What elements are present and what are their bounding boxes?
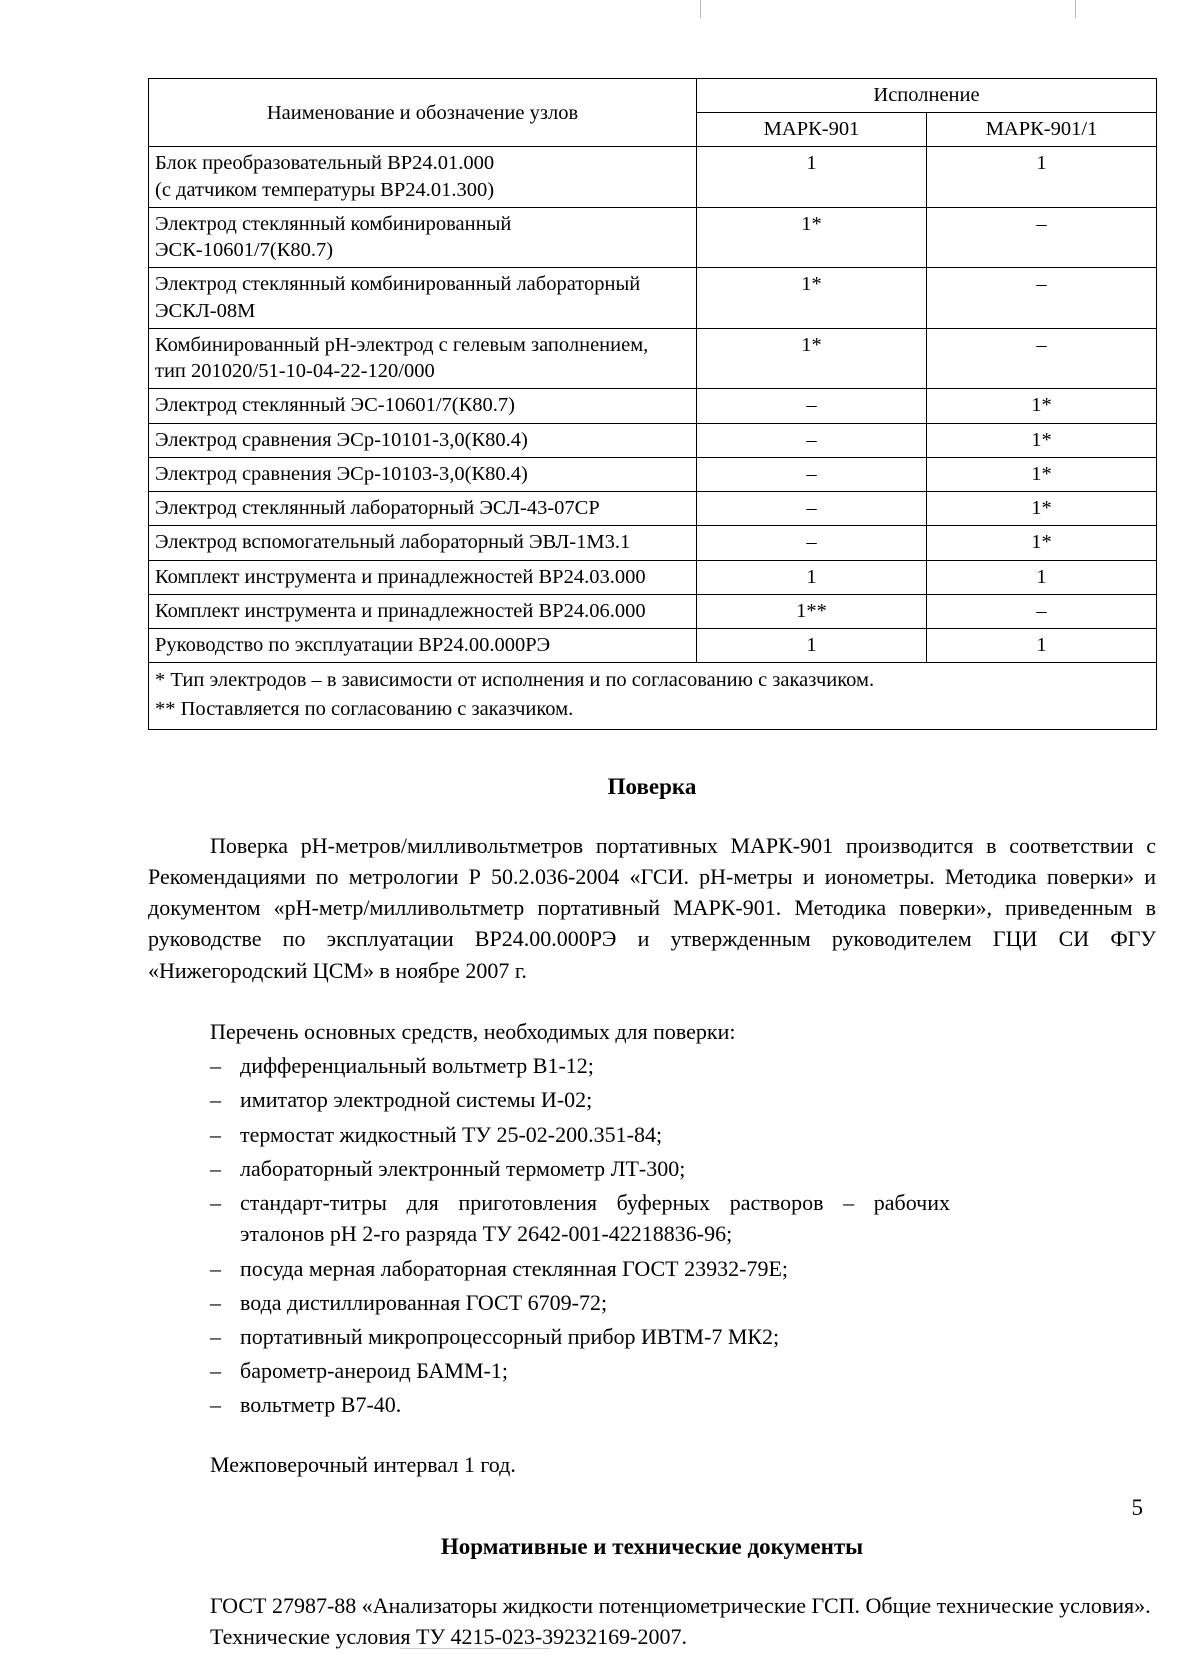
list-item-label: дифференциальный вольтметр В1-12; — [240, 1053, 594, 1079]
table-cell-variant-2: 1 — [927, 560, 1157, 594]
table-row — [149, 457, 1157, 491]
list-item — [210, 1355, 1156, 1386]
table-cell-variant-1: – — [697, 389, 927, 423]
list-item — [210, 1321, 1156, 1352]
list-item — [210, 1253, 1156, 1284]
page-number: 5 — [1131, 1495, 1143, 1520]
table-cell-name: Электрод вспомогательный лабораторный ЭВЛ-1М3.1 — [149, 526, 697, 560]
table-cell-variant-2: – — [927, 207, 1157, 267]
poverka-paragraph: Поверка рН-метров/милливольтметров портативных МАРК-901 производится в соответствии с Рекомендациями по метрологии Р 50.2.036-2004 «ГСИ. рН-метры и ионометры. Методика поверки» и документом «рН-метр/милливольтметр портативный МАРК-901. Методика поверки», приведенным в руководстве по эксплуатации ВР24.00.000РЭ и утвержденным руководителем ГЦИ СИ ФГУ «Нижегородский ЦСМ» в ноябре 2007 г. — [148, 832, 1156, 983]
table-cell-variant-1: 1 — [697, 147, 927, 207]
list-item-label: термостат жидкостный ТУ 25-02-200.351-84; — [240, 1121, 663, 1147]
list-dash-icon: – — [210, 1121, 221, 1147]
normative-documents-paragraph-1: ГОСТ 27987-88 «Анализаторы жидкости потенциометрические ГСП. Общие технические условия». — [210, 1592, 1151, 1618]
list-item — [210, 1389, 1156, 1420]
table-cell-variant-2: 1* — [927, 389, 1157, 423]
table-cell-variant-1: 1* — [697, 328, 927, 388]
normative-documents-paragraph-2: Технические условия ТУ 4215-023-39232169-2007. — [210, 1624, 688, 1650]
table-row — [149, 389, 1157, 423]
table-cell-name — [149, 207, 697, 267]
list-dash-icon: – — [210, 1289, 221, 1315]
table-cell-name-line2: тип 201020/51-10-04-22-120/000 — [155, 360, 435, 383]
table-footnotes — [149, 663, 1157, 729]
table-cell-name-line2: ЭСК-10601/7(К80.7) — [155, 239, 334, 262]
table-cell-variant-1: – — [697, 457, 927, 491]
table-footnote-row — [149, 663, 1157, 729]
section-heading-poverka: Поверка — [607, 773, 697, 799]
table-header-variant-2: МАРК-901/1 — [927, 113, 1157, 147]
list-item — [210, 1287, 1156, 1318]
table-cell-name-line2: (с датчиком температуры ВР24.01.300) — [155, 178, 495, 201]
components-table — [148, 78, 1157, 730]
list-item-label: лабораторный электронный термометр ЛТ-300; — [240, 1155, 686, 1181]
list-item-label: стандарт-титры для приготовления буферных растворов – рабочих эталонов рН 2-го разряда ТУ 2642-001-42218836-96; — [240, 1190, 950, 1247]
list-dash-icon: – — [210, 1190, 221, 1216]
table-cell-name-line1: Комбинированный рН-электрод с гелевым заполнением, — [155, 333, 649, 356]
table-footnote-single-star: * Тип электродов – в зависимости от исполнения и по согласованию с заказчиком. — [155, 669, 875, 692]
table-cell-variant-2: 1* — [927, 423, 1157, 457]
list-item-label: посуда мерная лабораторная стеклянная ГОСТ 23932-79Е; — [240, 1255, 789, 1281]
table-cell-variant-2: 1* — [927, 492, 1157, 526]
table-cell-name: Руководство по эксплуатации ВР24.00.000РЭ — [149, 628, 697, 662]
table-cell-variant-2: 1 — [927, 628, 1157, 662]
table-row — [149, 328, 1157, 388]
table-cell-variant-1: 1 — [697, 628, 927, 662]
table-row — [149, 526, 1157, 560]
table-cell-variant-2: 1* — [927, 526, 1157, 560]
table-header-variant-1: МАРК-901 — [697, 113, 927, 147]
table-cell-variant-2: 1* — [927, 457, 1157, 491]
list-item-label: вода дистиллированная ГОСТ 6709-72; — [240, 1289, 608, 1315]
poverka-list-intro: Перечень основных средств, необходимых для поверки: — [210, 1018, 736, 1044]
table-header-name: Наименование и обозначение узлов — [149, 79, 697, 147]
table-header-group: Исполнение — [697, 79, 1157, 113]
table-row — [149, 207, 1157, 267]
table-cell-variant-1: 1* — [697, 268, 927, 328]
list-dash-icon: – — [210, 1155, 221, 1181]
list-dash-icon: – — [210, 1358, 221, 1384]
table-header — [149, 79, 1157, 147]
table-row — [149, 492, 1157, 526]
list-dash-icon: – — [210, 1392, 221, 1418]
list-dash-icon: – — [210, 1087, 221, 1113]
list-item — [210, 1119, 1156, 1150]
table-cell-name: Комплект инструмента и принадлежностей ВР24.06.000 — [149, 594, 697, 628]
table-cell-name-line1: Блок преобразовательный ВР24.01.000 — [155, 152, 495, 175]
table-cell-name-line2: ЭСКЛ-08М — [155, 299, 256, 322]
table-cell-variant-1: – — [697, 526, 927, 560]
crop-mark-top-left — [700, 0, 701, 18]
table-header-row-1 — [149, 79, 1157, 113]
page-content — [148, 78, 1156, 1652]
list-item-label: вольтметр В7-40. — [240, 1392, 402, 1418]
table-row — [149, 628, 1157, 662]
table-cell-name: Комплект инструмента и принадлежностей ВР24.03.000 — [149, 560, 697, 594]
table-cell-name: Электрод стеклянный лабораторный ЭСЛ-43-07СР — [149, 492, 697, 526]
section-heading-normative-documents: Нормативные и технические документы — [440, 1533, 864, 1559]
table-cell-variant-1: – — [697, 423, 927, 457]
table-cell-name — [149, 328, 697, 388]
table-footnote-double-star: ** Поставляется по согласованию с заказчиком. — [155, 698, 574, 721]
table-row — [149, 423, 1157, 457]
table-row — [149, 560, 1157, 594]
list-item — [210, 1084, 1156, 1115]
poverka-equipment-list — [148, 1050, 1156, 1421]
table-cell-variant-1: 1 — [697, 560, 927, 594]
list-item-label: имитатор электродной системы И-02; — [240, 1087, 593, 1113]
list-item-label: портативный микропроцессорный прибор ИВТМ-7 МК2; — [240, 1323, 780, 1349]
table-cell-variant-2: 1 — [927, 147, 1157, 207]
list-dash-icon: – — [210, 1255, 221, 1281]
table-cell-variant-2: – — [927, 594, 1157, 628]
list-item-label: барометр-анероид БАММ-1; — [240, 1358, 508, 1384]
table-cell-name — [149, 147, 697, 207]
crop-mark-top-right — [1075, 0, 1076, 18]
table-cell-name: Электрод стеклянный ЭС-10601/7(К80.7) — [149, 389, 697, 423]
table-row — [149, 147, 1157, 207]
list-dash-icon: – — [210, 1323, 221, 1349]
table-cell-variant-1: 1** — [697, 594, 927, 628]
list-item — [210, 1187, 950, 1249]
list-item — [210, 1050, 1156, 1081]
table-row — [149, 594, 1157, 628]
poverka-interval: Межповерочный интервал 1 год. — [210, 1451, 516, 1477]
table-cell-name-line1: Электрод стеклянный комбинированный лабораторный — [155, 273, 641, 296]
table-cell-name: Электрод сравнения ЭСр-10101-3,0(К80.4) — [149, 423, 697, 457]
table-body — [149, 147, 1157, 729]
table-cell-name: Электрод сравнения ЭСр-10103-3,0(К80.4) — [149, 457, 697, 491]
table-cell-name-line1: Электрод стеклянный комбинированный — [155, 212, 512, 235]
list-item — [210, 1153, 1156, 1184]
table-cell-variant-1: – — [697, 492, 927, 526]
list-dash-icon: – — [210, 1053, 221, 1079]
table-cell-variant-1: 1* — [697, 207, 927, 267]
table-cell-variant-2: – — [927, 328, 1157, 388]
table-row — [149, 268, 1157, 328]
table-cell-name — [149, 268, 697, 328]
table-cell-variant-2: – — [927, 268, 1157, 328]
